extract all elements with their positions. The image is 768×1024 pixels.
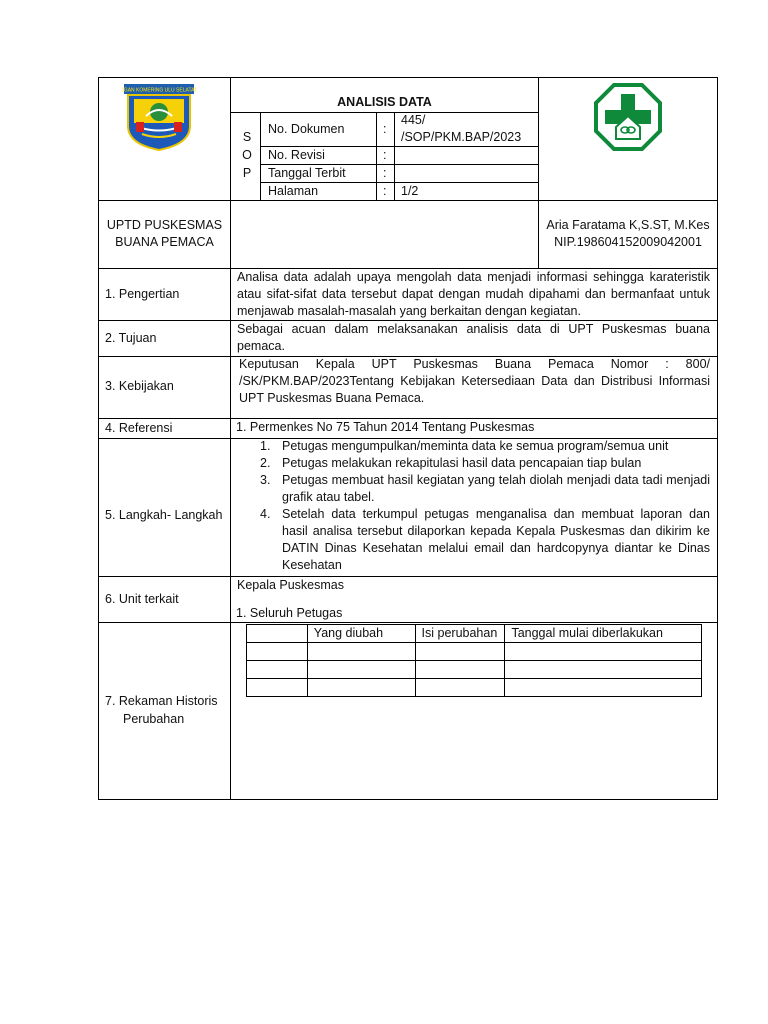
sop-letter-o: O [242,148,252,162]
org-name-line1: UPTD PUSKESMAS [106,218,223,232]
history-cell [505,679,702,697]
tujuan-label: 2. Tujuan [105,331,157,345]
tanggal-terbit-label: Tanggal Terbit [268,166,346,180]
step-text: Petugas mengumpulkan/meminta data ke semua program/semua unit [282,439,669,453]
no-dokumen-label: No. Dokumen [268,122,345,136]
regency-logo [122,82,196,152]
step-number: 3. [260,473,271,487]
history-col-header: Tanggal mulai diberlakukan [505,625,702,643]
history-table [246,624,702,697]
kebijakan-line1: Keputusan Kepala UPT Puskesmas Buana Pemaca Nomor : 800/ [239,357,710,371]
tujuan-line1: Sebagai acuan dalam melaksanakan analisis data di UPT Puskesmas buana [237,322,710,336]
history-cell [505,661,702,679]
rekaman-label-line2: Perubahan [123,712,185,726]
history-cell [247,643,308,661]
step-text: Petugas membuat hasil kegiatan yang telah diolah menjadi data tadi menjadi grafik atau tabel. [282,473,710,504]
org-name-line2: BUANA PEMACA [115,235,214,249]
pengertian-line1: Analisa data adalah upaya mengolah data menjadi informasi sehingga karateristik [237,270,710,284]
history-cell [415,679,505,697]
pengertian-label: 1. Pengertian [105,287,180,301]
history-col-header: Isi perubahan [415,625,505,643]
step-text: Petugas melakukan rekapitulasi hasil data pencapaian tiap bulan [282,456,642,470]
puskesmas-logo [594,83,662,151]
svg-text:OGAN KOMERING ULU SELATAN: OGAN KOMERING ULU SELATAN [122,87,196,94]
no-dokumen-colon: : [383,122,387,136]
tanggal-terbit-colon: : [383,166,387,180]
signer-nip: NIP.198604152009042001 [554,235,702,249]
rekaman-label-line1: 7. Rekaman Historis [105,694,218,708]
langkah-step [231,455,710,472]
history-cell [307,661,415,679]
kebijakan-line2: /SK/PKM.BAP/2023Tentang Kebijakan Ketersediaan Data dan Distribusi Informasi [239,374,710,388]
sop-letter-s: S [242,130,252,144]
history-cell [307,643,415,661]
kebijakan-label: 3. Kebijakan [105,379,174,393]
table-row [247,679,702,697]
history-cell [415,661,505,679]
history-cell [415,643,505,661]
history-cell [247,679,308,697]
referensi-label: 4. Referensi [105,421,173,435]
no-dokumen-value-2: /SOP/PKM.BAP/2023 [401,130,522,144]
unit-line1: Kepala Puskesmas [237,578,345,592]
langkah-step [231,438,710,455]
halaman-label: Halaman [268,184,319,198]
langkah-label: 5. Langkah- Langkah [105,508,223,522]
step-number: 2. [260,456,271,470]
kebijakan-line3: UPT Puskesmas Buana Pemaca. [239,391,425,405]
halaman-value: 1/2 [401,184,419,198]
history-col-header: Yang diubah [307,625,415,643]
step-number: 4. [260,507,271,521]
unit-line2: 1. Seluruh Petugas [236,606,343,620]
history-cell [307,679,415,697]
step-text: Setelah data terkumpul petugas menganalisa dan membuat laporan dan hasil analisa tersebut dilaporkan kepada Kepala Puskesmas dan dikirim ke DATIN Dinas Kesehatan melalui email dan hardcopynya diantar ke Dinas Kesehatan [282,507,710,572]
langkah-step [231,506,710,574]
unit-label: 6. Unit terkait [105,592,179,606]
history-header-row [247,625,702,643]
history-col-header [247,625,308,643]
step-number: 1. [260,439,271,453]
history-cell [247,661,308,679]
table-row [247,643,702,661]
pengertian-line2: atau sifat-sifat data tersebut dapat dengan mudah dipahami dan bermanfaat untuk [237,287,710,301]
no-dokumen-value-1: 445/ [401,113,426,127]
referensi-item: 1. Permenkes No 75 Tahun 2014 Tentang Puskesmas [236,420,535,434]
langkah-list [231,438,710,574]
langkah-step [231,472,710,506]
document-title: ANALISIS DATA [337,95,432,109]
tujuan-line2: pemaca. [237,339,285,353]
no-revisi-label: No. Revisi [268,148,325,162]
no-revisi-colon: : [383,148,387,162]
signer-name: Aria Faratama K,S.ST, M.Kes [546,218,710,232]
table-row [247,661,702,679]
halaman-colon: : [383,184,387,198]
history-cell [505,643,702,661]
pengertian-line3: menjawab masalah-masalah yang berkaitan dengan kegiatan. [237,304,581,318]
sop-letter-p: P [242,166,252,180]
